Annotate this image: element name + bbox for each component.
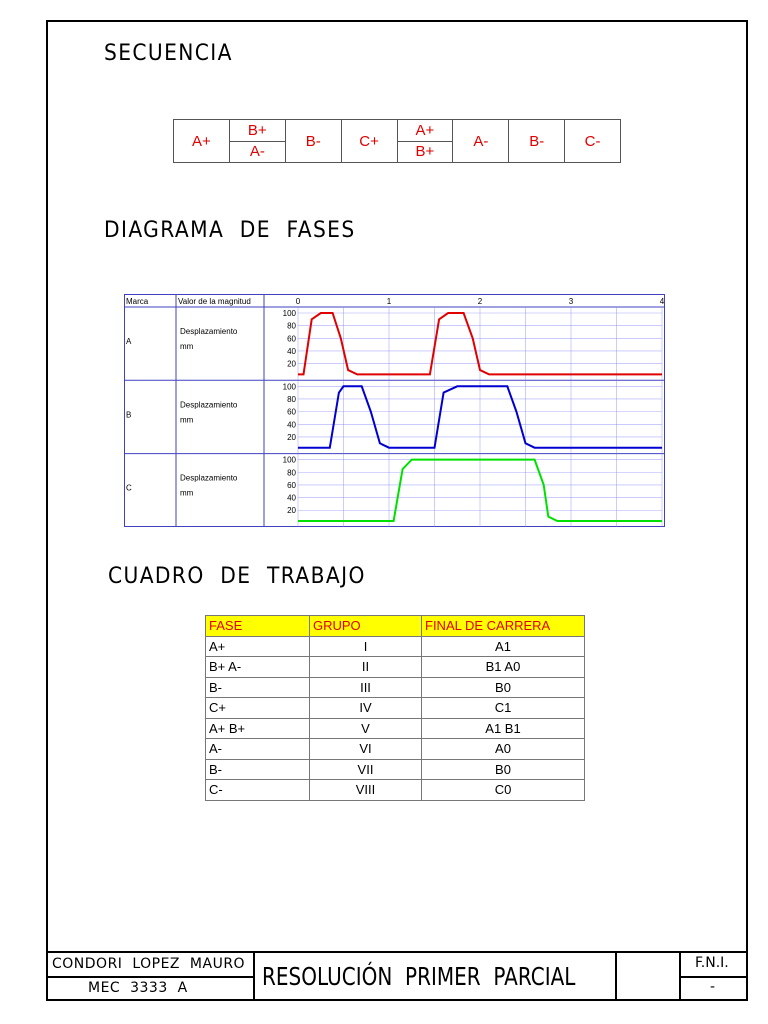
table-row	[206, 636, 585, 657]
sequence-step-label: C-	[584, 132, 601, 150]
y-tick-label: 40	[287, 420, 296, 430]
group-cell: III	[310, 677, 422, 698]
sheet-number: -	[710, 979, 716, 995]
time-tick-label: 1	[386, 297, 392, 306]
heading-diagrama-de-fases: DIAGRAMA DE FASES	[104, 218, 356, 243]
group-cell: IV	[310, 698, 422, 719]
y-tick-label: 80	[287, 394, 296, 404]
sequence-step-label: A+	[192, 132, 211, 150]
phase-cell: A+ B+	[206, 718, 310, 739]
y-tick-label: 60	[287, 334, 296, 344]
y-tick-label: 20	[287, 506, 296, 516]
sequence-step-2	[230, 120, 286, 162]
y-tick-label: 40	[287, 493, 296, 503]
y-tick-label: 40	[287, 346, 296, 356]
table-row	[206, 698, 585, 719]
phase-cell: A-	[206, 739, 310, 760]
limit-switch-cell: C0	[422, 780, 585, 801]
phase-cell: B-	[206, 677, 310, 698]
header-valor: Valor de la magnitud	[178, 297, 251, 306]
y-tick-label: 60	[287, 480, 296, 490]
sequence-step-bottom: A-	[249, 143, 265, 161]
sequence-step-label: B-	[529, 132, 545, 150]
limit-switch-cell: A0	[422, 739, 585, 760]
sequence-step-4	[342, 120, 398, 162]
group-cell: VII	[310, 759, 422, 780]
row-label: Desplazamiento	[180, 327, 238, 336]
limit-switch-cell: B1 A0	[422, 657, 585, 678]
y-tick-label: 60	[287, 407, 296, 417]
row-label: Desplazamiento	[180, 400, 238, 410]
row-mark: A	[126, 337, 132, 346]
phase-cell: B+ A-	[206, 657, 310, 678]
table-row	[206, 657, 585, 678]
row-mark: B	[126, 410, 132, 420]
course-code: MEC 3333 A	[88, 980, 188, 996]
sequence-step-1	[174, 120, 230, 162]
row-label: Desplazamiento	[180, 473, 238, 483]
sequence-step-bottom: B+	[415, 143, 435, 161]
table-row	[206, 739, 585, 760]
y-tick-label: 20	[287, 359, 296, 369]
heading-secuencia: SECUENCIA	[104, 41, 233, 66]
sequence-step-7	[509, 120, 565, 162]
header-marca: Marca	[126, 297, 149, 306]
work-table-header: GRUPO	[310, 616, 422, 637]
time-tick-label: 3	[568, 297, 574, 306]
sequence-step-3	[286, 120, 342, 162]
sequence-step-6	[453, 120, 509, 162]
phase-cell: C-	[206, 780, 310, 801]
sequence-step-5	[398, 120, 454, 162]
y-tick-label: 80	[287, 321, 296, 331]
group-cell: I	[310, 636, 422, 657]
work-table-header: FINAL DE CARRERA	[422, 616, 585, 637]
group-cell: VI	[310, 739, 422, 760]
table-row	[206, 677, 585, 698]
blank-cell	[615, 951, 681, 1001]
sequence-strip	[173, 119, 621, 163]
table-row	[206, 759, 585, 780]
row-unit: mm	[180, 342, 194, 351]
y-tick-label: 80	[287, 468, 296, 478]
work-table-header: FASE	[206, 616, 310, 637]
time-tick-label: 4	[659, 297, 665, 306]
limit-switch-cell: A1 B1	[422, 718, 585, 739]
institution-code: F.N.I.	[695, 955, 729, 971]
phase-cell: A+	[206, 636, 310, 657]
y-tick-label: 100	[282, 455, 296, 465]
phase-cell: C+	[206, 698, 310, 719]
limit-switch-cell: C1	[422, 698, 585, 719]
sequence-step-label: B-	[305, 132, 321, 150]
table-row	[206, 780, 585, 801]
limit-switch-cell: B0	[422, 677, 585, 698]
sequence-step-top: B+	[230, 120, 285, 142]
row-unit: mm	[180, 415, 194, 425]
y-tick-label: 100	[282, 309, 296, 318]
work-table-header-row	[206, 616, 585, 637]
phase-diagram	[124, 294, 666, 528]
phase-cell: B-	[206, 759, 310, 780]
group-cell: V	[310, 718, 422, 739]
heading-cuadro-de-trabajo: CUADRO DE TRABAJO	[108, 564, 366, 589]
y-tick-label: 100	[282, 382, 296, 392]
sequence-step-8	[565, 120, 620, 162]
author-name: CONDORI LOPEZ MAURO	[52, 956, 246, 972]
row-unit: mm	[180, 488, 194, 498]
time-tick-label: 2	[477, 297, 483, 306]
limit-switch-cell: A1	[422, 636, 585, 657]
sequence-step-top: A+	[398, 120, 453, 142]
table-row	[206, 718, 585, 739]
sequence-step-label: C+	[359, 132, 379, 150]
y-tick-label: 20	[287, 432, 296, 442]
drawing-title: RESOLUCIÓN PRIMER PARCIAL	[262, 962, 576, 991]
row-mark: C	[126, 483, 132, 493]
time-tick-label: 0	[295, 297, 301, 306]
sequence-step-label: A-	[473, 132, 489, 150]
limit-switch-cell: B0	[422, 759, 585, 780]
work-table	[205, 615, 585, 801]
group-cell: VIII	[310, 780, 422, 801]
group-cell: II	[310, 657, 422, 678]
